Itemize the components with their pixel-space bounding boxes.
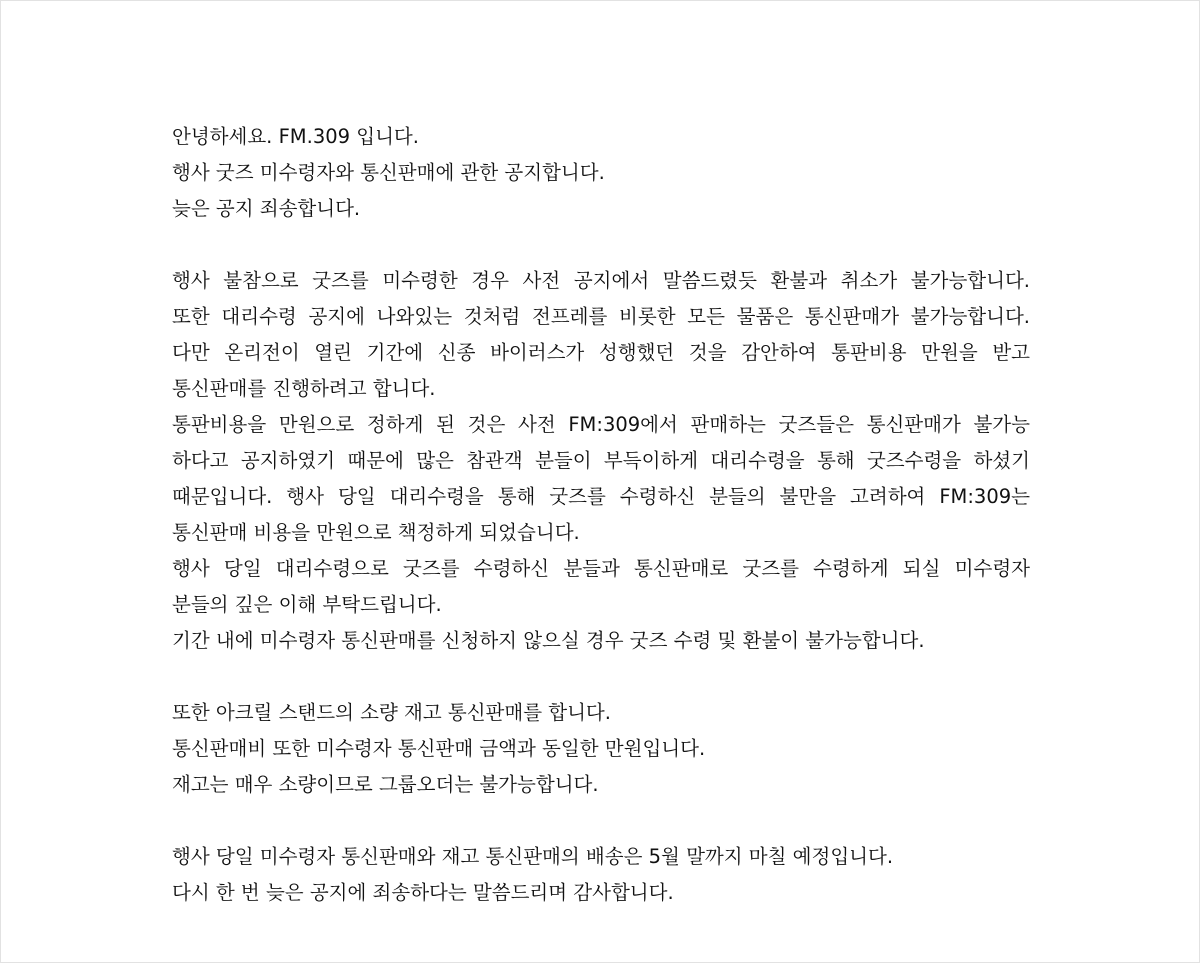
text-line: 때문입니다. 행사 당일 대리수령을 통해 굿즈를 수령하신 분들의 불만을 고려하여 FM:309는 xyxy=(172,485,1030,508)
text-line: 통신판매비 또한 미수령자 통신판매 금액과 동일한 만원입니다. xyxy=(172,737,706,760)
text-line: 다만 온리전이 열린 기간에 신종 바이러스가 성행했던 것을 감안하여 통판비용 만원을 받고 xyxy=(172,341,1030,364)
text-line: 분들의 깊은 이해 부탁드립니다. xyxy=(172,593,442,616)
text-line: 기간 내에 미수령자 통신판매를 신청하지 않으실 경우 굿즈 수령 및 환불이 불가능합니다. xyxy=(172,629,925,652)
text-line: 행사 불참으로 굿즈를 미수령한 경우 사전 공지에서 말씀드렸듯 환불과 취소가 불가능합니다. xyxy=(172,269,1030,292)
text-line: 하다고 공지하였기 때문에 많은 참관객 분들이 부득이하게 대리수령을 통해 굿즈수령을 하셨기 xyxy=(172,449,1030,472)
text-line: 또한 아크릴 스탠드의 소량 재고 통신판매를 합니다. xyxy=(172,701,611,724)
paragraph-stock-sale xyxy=(172,695,1072,803)
text-line: 재고는 매우 소량이므로 그룹오더는 불가능합니다. xyxy=(172,773,599,796)
paragraph-greeting xyxy=(172,119,1072,227)
text-line: 행사 당일 미수령자 통신판매와 재고 통신판매의 배송은 5월 말까지 마칠 예정입니다. xyxy=(172,845,894,868)
text-line: 통판비용을 만원으로 정하게 된 것은 사전 FM:309에서 판매하는 굿즈들은 통신판매가 불가능 xyxy=(172,413,1030,436)
text-line: 안녕하세요. FM.309 입니다. xyxy=(172,125,419,148)
text-line: 늦은 공지 죄송합니다. xyxy=(172,197,361,220)
text-line: 행사 굿즈 미수령자와 통신판매에 관한 공지합니다. xyxy=(172,161,605,184)
text-line: 통신판매 비용을 만원으로 책정하게 되었습니다. xyxy=(172,521,580,544)
paragraph-closing xyxy=(172,839,1072,911)
notice-document xyxy=(172,119,1072,911)
text-line: 또한 대리수령 공지에 나와있는 것처럼 전프레를 비롯한 모든 물품은 통신판매가 불가능합니다. xyxy=(172,305,1030,328)
text-line: 통신판매를 진행하려고 합니다. xyxy=(172,377,436,400)
text-line: 다시 한 번 늦은 공지에 죄송하다는 말씀드리며 감사합니다. xyxy=(172,881,674,904)
text-line: 행사 당일 대리수령으로 굿즈를 수령하신 분들과 통신판매로 굿즈를 수령하게 되실 미수령자 xyxy=(172,557,1030,580)
paragraph-mail-order-policy xyxy=(172,263,1072,659)
